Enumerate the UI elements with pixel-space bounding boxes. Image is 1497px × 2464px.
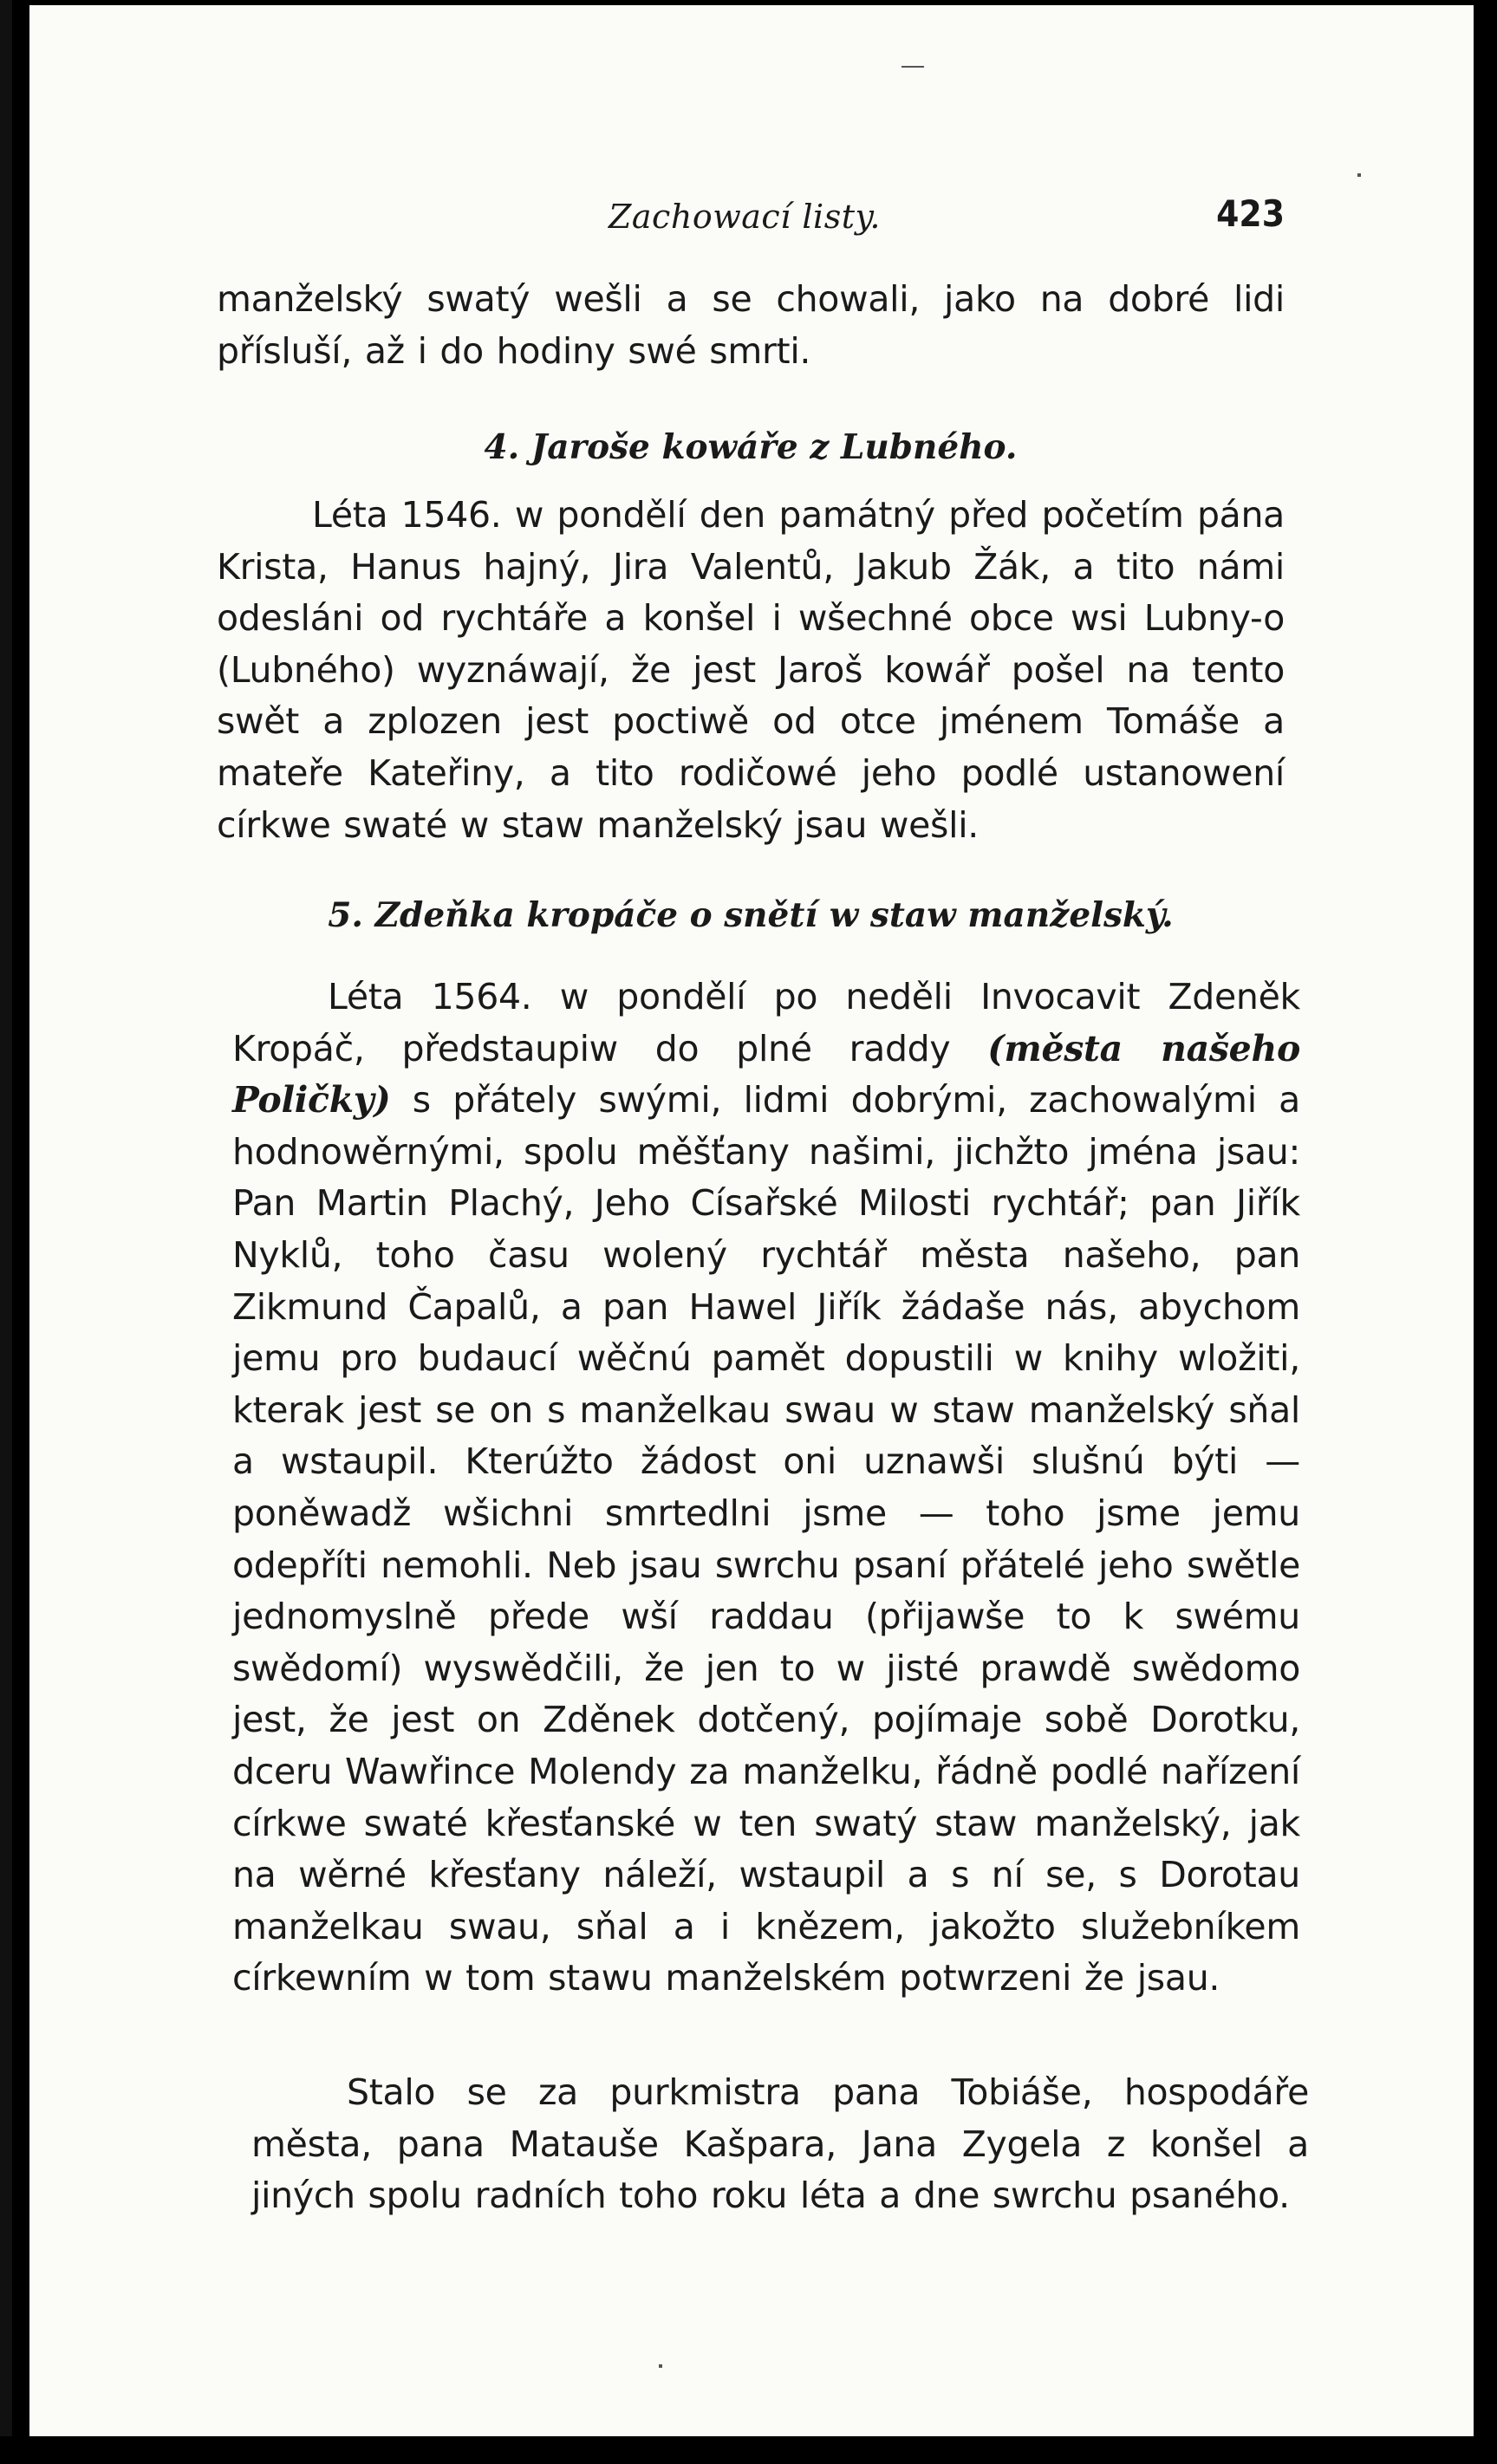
- section-heading-4: 4. Jaroše kowáře z Lubného.: [484, 427, 1018, 467]
- paragraph-closing: Stalo se za purkmistra pana Tobiáše, hospodáře města, pana Matauše Kašpara, Jana Zygela z konšel a jiných spolu radních toho roku léta a dne swrchu psaného.: [251, 2071, 1309, 2217]
- book-spine-shadow: [0, 0, 12, 2464]
- paragraph-section-4: Léta 1546. w pondělí den památný před početím pána Krista, Hanus hajný, Jira Valentů, Jakub Žák, a tito námi odesláni od rychtáře a konšel i wšechné obce wsi Lubny-o (Lubného) wyznáwají, že jest Jaroš kowář pošel na tento swět a zplozen jest poctiwě od otce jménem Tomáše a mateře Kateřiny, a tito rodičowé jeho podlé ustanowení církwe swaté w staw manželský jsau wešli.: [217, 494, 1285, 846]
- paragraph-section-5-start: Léta 1564. w pondělí po neděli Invocavit Zdeněk Kropáč, předstaupiw do plné raddy: [232, 976, 1300, 1069]
- running-title: Zachowací listy.: [609, 198, 881, 236]
- scan-speck: [1357, 173, 1361, 177]
- page-bottom-edge: [0, 2436, 1497, 2464]
- paragraph-continuation: manželský swatý wešli a se chowali, jako na dobré lidi přísluší, až i do hodiny swé smrti.: [217, 278, 1285, 372]
- page-right-edge: [1474, 0, 1497, 2464]
- section-heading-5: 5. Zdeňka kropáče o snětí w staw manželský.: [328, 895, 1174, 935]
- scan-mark: [901, 66, 924, 68]
- paragraph-section-5-rest: s přátely swými, lidmi dobrými, zachowalými a hodnowěrnými, spolu měšťany našimi, jichžto jména jsau: Pan Martin Plachý, Jeho Císařské Milosti rychtář; pan Jiřík Nyklů, toho času wolený rychtář města našeho, pan Zikmund Čapalů, a pan Hawel Jiřík žádaše nás, abychom jemu pro budaucí wěčnú pamět dopustili w knihy wložiti, kterak jest se on s manželkau swau w staw manželský sňal a wstaupil. Kterúžto žádost oni uznawši slušnú býti — poněwadž wšichni smrtedlni jsme — toho jsme jemu odepříti nemohli. Neb jsau swrchu psaní přátelé jeho swětle jednomyslně přede wší raddau (přijawše to k swému swědomí) wyswědčili, že jen to w jisté prawdě swědomo jest, že jest on Zděnek dotčený, pojímaje sobě Dorotku, dceru Wawřince Molendy za manželku, řádně podlé nařízení církwe swaté křesťanské w ten swatý staw manželský, jak na wěrné křesťany náleží, wstaupil a s ní se, s Dorotau manželkau swau, sňal a i knězem, jakožto služebníkem církewním w tom stawu manželském potwrzeni že jsau.: [232, 1079, 1300, 1999]
- paragraph-section-5-italic: (města našeho Poličky): [232, 1027, 1301, 1121]
- paragraph-section-5: [232, 972, 1300, 2005]
- page-header: [218, 192, 1285, 244]
- page-number: 423: [1216, 192, 1285, 235]
- scan-speck: [659, 2364, 662, 2368]
